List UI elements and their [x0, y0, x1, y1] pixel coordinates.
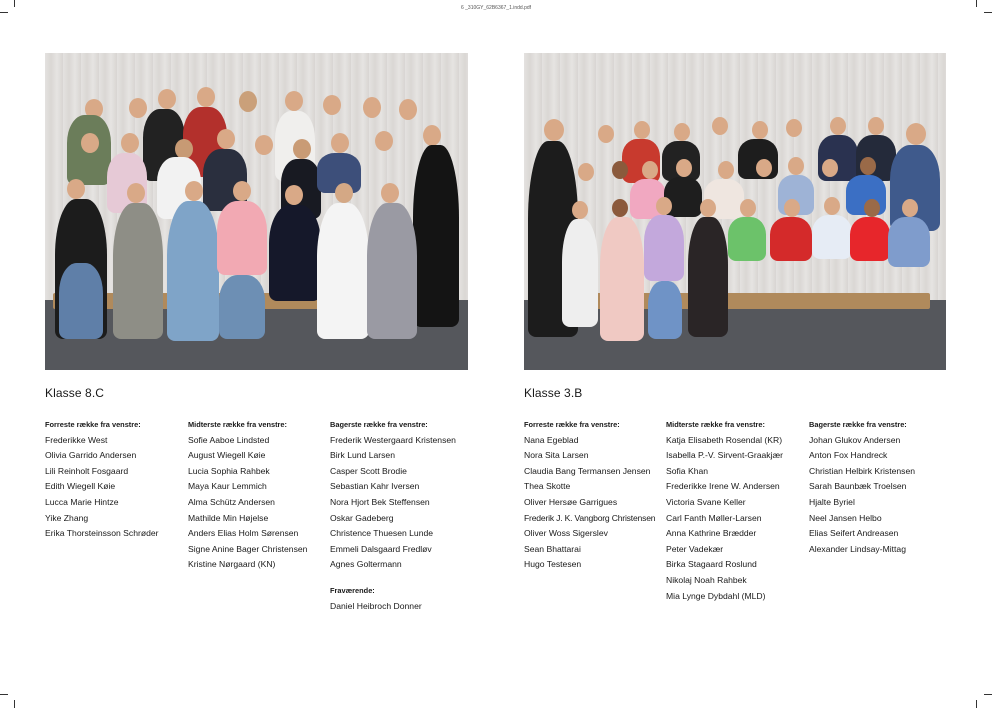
- column-heading: Forreste række fra venstre:: [524, 420, 620, 429]
- crop-mark-bottom-left: [0, 694, 8, 695]
- student-name: Frederik Westergaard Kristensen: [330, 434, 456, 445]
- absent-heading: Fraværende:: [330, 585, 375, 595]
- student-name: Sean Bhattarai: [524, 543, 581, 554]
- student-name: Yike Zhang: [45, 512, 89, 523]
- column-heading: Midterste række fra venstre:: [666, 420, 765, 429]
- teacher-name: Mia Lynge Dybdahl (MLD): [666, 590, 766, 601]
- student-name: August Wiegell Køie: [188, 450, 266, 461]
- teacher-name: Nana Egeblad: [524, 434, 579, 445]
- crop-mark-top-right: [984, 12, 992, 13]
- student-name: Alma Schütz Andersen: [188, 496, 275, 507]
- left-column-middle: [188, 417, 307, 573]
- class-title-left: Klasse 8.C: [45, 386, 105, 400]
- student-name: Hjalte Byriel: [809, 496, 855, 507]
- right-column-front: [524, 417, 655, 573]
- teacher-name: Katja Elisabeth Rosendal (KR): [666, 434, 783, 445]
- student-name: Erika Thorsteinsson Schrøder: [45, 528, 159, 539]
- right-column-back: [809, 417, 915, 557]
- student-name: Sebastian Kahr Iversen: [330, 481, 420, 492]
- student-name: Carl Fanth Møller-Larsen: [666, 512, 762, 523]
- student-name: Olivia Garrido Andersen: [45, 450, 137, 461]
- crop-mark-bottom-right-v: [976, 700, 977, 708]
- column-heading: Bagerste række fra venstre:: [330, 420, 428, 429]
- student-name: Sofia Khan: [666, 465, 709, 476]
- right-column-middle: [666, 417, 783, 604]
- student-name: Elias Seifert Andreasen: [809, 528, 899, 539]
- student-name: Frederikke West: [45, 434, 108, 445]
- student-name: Mathilde Min Højelse: [188, 512, 269, 523]
- column-heading: Forreste række fra venstre:: [45, 420, 141, 429]
- column-heading: Bagerste række fra venstre:: [809, 420, 907, 429]
- spacer: [330, 573, 456, 583]
- student-name: Anna Kathrine Brædder: [666, 528, 757, 539]
- student-name: Hugo Testesen: [524, 559, 582, 570]
- class-photo-8c: [45, 53, 468, 370]
- student-name: Sofie Aaboe Lindsted: [188, 434, 270, 445]
- student-name: Lili Reinholt Fosgaard: [45, 465, 129, 476]
- student-name: Christian Helbirk Kristensen: [809, 465, 916, 476]
- crop-mark-bottom-left-v: [14, 700, 15, 708]
- left-column-back: [330, 417, 456, 614]
- student-name: Maya Kaur Lemmich: [188, 481, 267, 492]
- student-name: Birka Stagaard Roslund: [666, 559, 757, 570]
- student-name: Thea Skotte: [524, 481, 571, 492]
- student-name: Claudia Bang Termansen Jensen: [524, 465, 651, 476]
- student-name: Anders Elias Holm Sørensen: [188, 528, 299, 539]
- column-heading: Midterste række fra venstre:: [188, 420, 287, 429]
- student-name: Signe Anine Bager Christensen: [188, 543, 308, 554]
- crop-mark-top-right-v: [976, 0, 977, 7]
- crop-mark-top-left-v: [14, 0, 15, 7]
- class-title-right: Klasse 3.B: [524, 386, 583, 400]
- student-name: Casper Scott Brodie: [330, 465, 407, 476]
- student-name: Johan Glukov Andersen: [809, 434, 901, 445]
- student-name: Nikolaj Noah Rahbek: [666, 574, 747, 585]
- left-column-front: [45, 417, 159, 542]
- student-name: Frederikke Irene W. Andersen: [666, 481, 780, 492]
- student-name: Nora Hjort Bek Steffensen: [330, 496, 430, 507]
- crop-mark-top-left: [0, 12, 8, 13]
- student-name: Alexander Lindsay-Mittag: [809, 543, 906, 554]
- student-name: Lucca Marie Hintze: [45, 496, 119, 507]
- teacher-name: Kristine Nørgaard (KN): [188, 559, 276, 570]
- student-name: Oliver Woss Sigerslev: [524, 528, 608, 539]
- student-name: Nora Sita Larsen: [524, 450, 589, 461]
- student-name: Neel Jansen Helbo: [809, 512, 882, 523]
- student-name: Lucia Sophia Rahbek: [188, 465, 270, 476]
- absent-name: Daniel Heibroch Donner: [330, 600, 422, 611]
- print-slug: 6 _310GY_62B6367_1.indd.pdf: [460, 5, 532, 11]
- student-name: Oskar Gadeberg: [330, 512, 394, 523]
- student-name: Isabella P.-V. Sirvent-Graakjær: [666, 450, 784, 461]
- student-name: Anton Fox Handreck: [809, 450, 888, 461]
- student-name: Frederik J. K. Vangborg Christensen: [524, 512, 656, 523]
- class-photo-3b: [524, 53, 946, 370]
- student-name: Christence Thuesen Lunde: [330, 528, 434, 539]
- student-name: Sarah Baunbæk Troelsen: [809, 481, 907, 492]
- student-name: Agnes Goltermann: [330, 559, 402, 570]
- student-name: Birk Lund Larsen: [330, 450, 395, 461]
- crop-mark-bottom-right: [984, 694, 992, 695]
- student-name: Emmeli Dalsgaard Fredløv: [330, 543, 432, 554]
- student-name: Edith Wiegell Køie: [45, 481, 116, 492]
- student-name: Oliver Hersøe Garrigues: [524, 496, 618, 507]
- student-name: Peter Vadekær: [666, 543, 724, 554]
- student-name: Victoria Svane Keller: [666, 496, 746, 507]
